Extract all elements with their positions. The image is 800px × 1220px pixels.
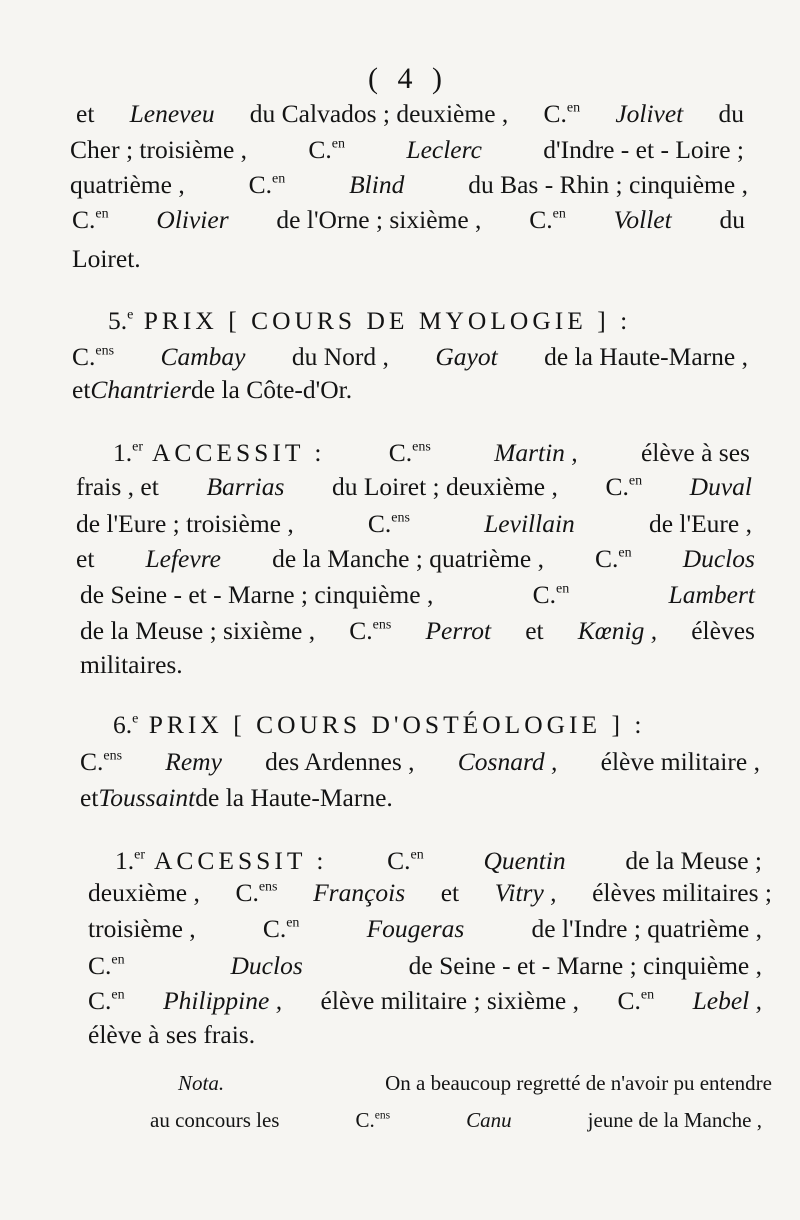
text-run: et <box>76 99 95 128</box>
italic-name: Canu <box>466 1108 512 1132</box>
abbreviation: C.$^{en}$ <box>88 986 125 1015</box>
abbreviation: C.$^{en}$ <box>262 914 300 943</box>
text-run: du Loiret ; deuxième , <box>331 472 558 501</box>
text-line <box>88 1022 255 1048</box>
text-run: de la Meuse ; sixième , <box>80 616 316 645</box>
text-line <box>178 1073 772 1094</box>
abbreviation: C.$^{ens}$ <box>349 616 392 645</box>
italic-name: Nota. <box>178 1071 225 1095</box>
italic-name: François <box>313 878 406 907</box>
text-run: de la Haute-Marne , <box>544 342 748 371</box>
text-line <box>80 749 760 775</box>
text-line <box>88 988 762 1014</box>
text-line <box>72 246 141 272</box>
abbreviation: C.$^{ens}$ <box>80 747 123 776</box>
abbreviation: 5.$^e$ PRIX [ COURS DE MYOLOGIE ] : <box>108 306 632 335</box>
italic-name: Cosnard , <box>457 747 558 776</box>
text-run: de la Manche ; quatrième , <box>272 544 544 573</box>
text-run: jeune de la Manche , <box>587 1108 762 1132</box>
italic-name: Jolivet <box>615 99 684 128</box>
italic-name: Gayot <box>435 342 498 371</box>
text-run: et <box>72 375 91 404</box>
italic-name: Chantrier <box>90 375 191 404</box>
text-line <box>72 344 748 370</box>
text-run: de l'Indre ; quatrième , <box>531 914 762 943</box>
text-run: et <box>80 783 99 812</box>
italic-name: Vollet <box>613 205 672 234</box>
text-run: du <box>719 205 745 234</box>
text-line <box>76 511 752 537</box>
italic-name: Martin , <box>494 438 578 467</box>
text-line <box>113 440 750 466</box>
italic-name: Remy <box>165 747 222 776</box>
text-run: de Seine - et - Marne ; cinquième , <box>80 580 434 609</box>
abbreviation: 1.$^{er}$ ACCESSIT : <box>113 438 326 467</box>
text-line <box>70 137 744 163</box>
text-run: de Seine - et - Marne ; cinquième , <box>408 951 762 980</box>
text-line <box>80 582 755 608</box>
text-run: quatrième , <box>70 170 185 199</box>
italic-name: Blind <box>349 170 405 199</box>
italic-name: Cambay <box>160 342 246 371</box>
text-run: de l'Orne ; sixième , <box>276 205 482 234</box>
text-run: de l'Eure , <box>648 509 752 538</box>
abbreviation: C.$^{en}$ <box>248 170 286 199</box>
text-run: au concours les <box>150 1108 280 1132</box>
text-line <box>88 880 772 906</box>
abbreviation: C.$^{en}$ <box>72 205 109 234</box>
text-line <box>76 546 755 572</box>
text-run: élève militaire ; sixième , <box>320 986 579 1015</box>
text-line <box>72 377 352 403</box>
text-run: de la Haute-Marne. <box>195 783 393 812</box>
italic-name: Levillain <box>484 509 575 538</box>
text-line <box>108 308 770 334</box>
abbreviation: C.$^{en}$ <box>529 205 566 234</box>
abbreviation: C.$^{ens}$ <box>388 438 431 467</box>
abbreviation: C.$^{en}$ <box>617 986 655 1015</box>
italic-name: Leclerc <box>406 135 482 164</box>
abbreviation: 1.$^{er}$ ACCESSIT : <box>115 846 328 875</box>
text-run: frais , et <box>76 472 159 501</box>
text-run: du Bas - Rhin ; cinquième , <box>468 170 748 199</box>
abbreviation: C.$^{ens}$ <box>72 342 115 371</box>
text-run: militaires. <box>80 650 183 679</box>
text-run: du <box>718 99 744 128</box>
text-run: et <box>76 544 95 573</box>
text-line <box>88 953 762 979</box>
italic-name: Duclos <box>682 544 755 573</box>
text-line <box>80 785 393 811</box>
italic-name: Quentin <box>483 846 566 875</box>
text-line <box>76 101 744 127</box>
text-run: Cher ; troisième , <box>70 135 248 164</box>
italic-name: Duval <box>689 472 752 501</box>
text-line <box>150 1110 762 1131</box>
text-run: Loiret. <box>72 244 141 273</box>
abbreviation: C.$^{en}$ <box>387 846 424 875</box>
italic-name: Vitry , <box>494 878 557 907</box>
text-run: de l'Eure ; troisième , <box>76 509 294 538</box>
text-line <box>72 207 745 233</box>
text-run: élève à ses <box>640 438 750 467</box>
text-run: d'Indre - et - Loire ; <box>543 135 744 164</box>
text-run: troisième , <box>88 914 196 943</box>
abbreviation: C.$^{ens}$ <box>367 509 410 538</box>
text-line <box>70 172 748 198</box>
text-run: élève à ses frais. <box>88 1020 256 1049</box>
text-run: des Ardennes , <box>265 747 415 776</box>
abbreviation: C.$^{en}$ <box>532 580 570 609</box>
text-run: On a beaucoup regretté de n'avoir pu entendre <box>385 1071 772 1095</box>
abbreviation: C.$^{en}$ <box>605 472 643 501</box>
italic-name: Duclos <box>230 951 303 980</box>
italic-name: Leneveu <box>129 99 215 128</box>
text-line <box>80 618 755 644</box>
text-line <box>76 474 752 500</box>
italic-name: Toussaint <box>98 783 196 812</box>
abbreviation: C.$^{en}$ <box>595 544 632 573</box>
italic-name: Barrias <box>206 472 285 501</box>
text-run: élève militaire , <box>600 747 760 776</box>
page-number: ( 4 ) <box>368 62 448 95</box>
abbreviation: C.$^{en}$ <box>543 99 581 128</box>
text-line <box>88 916 762 942</box>
text-run: deuxième , <box>88 878 200 907</box>
abbreviation: C.$^{en}$ <box>88 951 125 980</box>
abbreviation: C.$^{en}$ <box>308 135 346 164</box>
italic-name: Lefevre <box>145 544 221 573</box>
text-line <box>115 848 762 874</box>
italic-name: Kœnig , <box>577 616 658 645</box>
text-line <box>113 712 770 738</box>
text-run: du Calvados ; deuxième , <box>249 99 509 128</box>
abbreviation: C.$^{ens}$ <box>235 878 278 907</box>
abbreviation: 6.$^e$ PRIX [ COURS D'OSTÉOLOGIE ] : <box>113 710 646 739</box>
italic-name: Lambert <box>668 580 755 609</box>
italic-name: Fougeras <box>366 914 465 943</box>
italic-name: Olivier <box>156 205 229 234</box>
text-run: du Nord , <box>291 342 389 371</box>
text-run: de la Côte-d'Or. <box>191 375 353 404</box>
text-run: et <box>525 616 544 645</box>
text-run: et <box>440 878 460 907</box>
italic-name: Perrot <box>425 616 492 645</box>
text-run: élèves militaires ; <box>592 878 772 907</box>
italic-name: Philippine , <box>163 986 283 1015</box>
italic-name: Lebel , <box>692 986 762 1015</box>
abbreviation: C.$^{ens}$ <box>355 1108 391 1132</box>
text-line <box>80 652 183 678</box>
text-run: élèves <box>691 616 755 645</box>
text-run: de la Meuse ; <box>625 846 762 875</box>
